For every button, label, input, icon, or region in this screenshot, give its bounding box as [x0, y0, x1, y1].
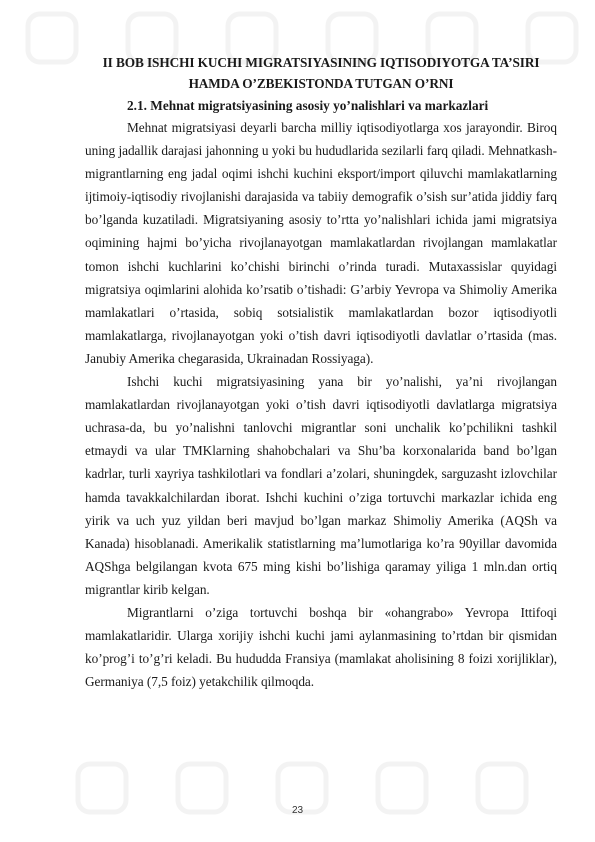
- chapter-title-line-2: HAMDA O’ZBEKISTONDA TUTGAN O’RNI: [188, 76, 454, 91]
- paragraph-3: Migrantlarni o’ziga tortuvchi boshqa bir «ohangrabo» Yevropa Ittifoqi mamlakatlaridir. Ularga xorijiy ishchi kuchi jami aylanmasining to’rtdan bir qismidan ko’prog’i to’g’ri keladi. Bu hududda Fransiya (mamlakat aholisining 8 foizi xorijliklar), Germaniya (7,5 foiz) yetakchilik qilmoqda.: [85, 604, 557, 690]
- section-title: 2.1. Mehnat migratsiyasining asosiy yo’nalishlari va markazlari: [127, 98, 489, 113]
- chapter-title-line-1: II BOB ISHCHI KUCHI MIGRATSIYASINING IQTISODIYOTGA TA’SIRI: [102, 55, 540, 70]
- page-number: 23: [291, 805, 304, 816]
- paragraph-1: Mehnat migratsiyasi deyarli barcha milliy iqtisodiyotlarga xos jarayondir. Biroq uning jadallik darajasi jahonning u yoki bu hududlarida sezilarli farq qiladi. Mehnatkash-migrantlarning eng jadal oqimi ishchi kuchini eksport/import qiluvchi mamlakatlarning ijtimoiy-iqtisodiy rivojlanishi darajasida va tabiiy demografik o’sish sur’atida jiddiy farq bo’lganda kuzatiladi. Migratsiyaning asosiy to’rtta yo’nalishlari ichida jami migratsiya oqimining hajmi bo’yicha rivojlanayotgan mamlakatlardan rivojlangan mamlakatlar tomon ishchi kuchlarini ko’chishi birinchi o’rinda turadi. Mutaxassislar quyidagi migratsiya oqimlarini alohida ko’rsatib o’tishadi: G’arbiy Yevropa va Shimoliy Amerika mamlakatlari o’rtasida, sobiq sotsialistik mamlakatlardan bozor iqtisodiyotli mamlakatlarga, rivojlanayotgan yoki o’tish davri iqtisodiyotli davlatlar o’rtasida (mas. Janubiy Amerika chegarasida, Ukrainadan Rossiyaga).: [85, 120, 557, 366]
- document-body: [85, 52, 557, 693]
- paragraph-2: Ishchi kuchi migratsiyasining yana bir yo’nalishi, ya’ni rivojlangan mamlakatlardan rivojlanayotgan yoki o’tish davri iqtisodiyotli davlatlarga migratsiya uchrasa-da, bu yo’nalishni tanlovchi migrantlar soni unchalik ko’pchilikni tashkil etmaydi va ular TMKlarning shahobchalari va Shu’ba korxonalarida band bo’lgan kadrlar, turli xayriya tashkilotlari va fondlari a’zolari, shuningdek, sarguzasht izlovchilar hamda tavakkalchilardan iborat. Ishchi kuchini o’ziga tortuvchi markazlar ichida eng yirik va uch yuz yildan beri mavjud bo’lgan markaz Shimoliy Amerika (AQSh va Kanada) hisoblanadi. Amerikalik statistlarning ma’lumotlariga ko’ra 90yillar davomida AQShga belgilangan kvota 675 ming kishi bo’lishiga qaramay yiliga 1 mln.dan ortiq migrantlar kirib kelgan.: [85, 374, 557, 597]
